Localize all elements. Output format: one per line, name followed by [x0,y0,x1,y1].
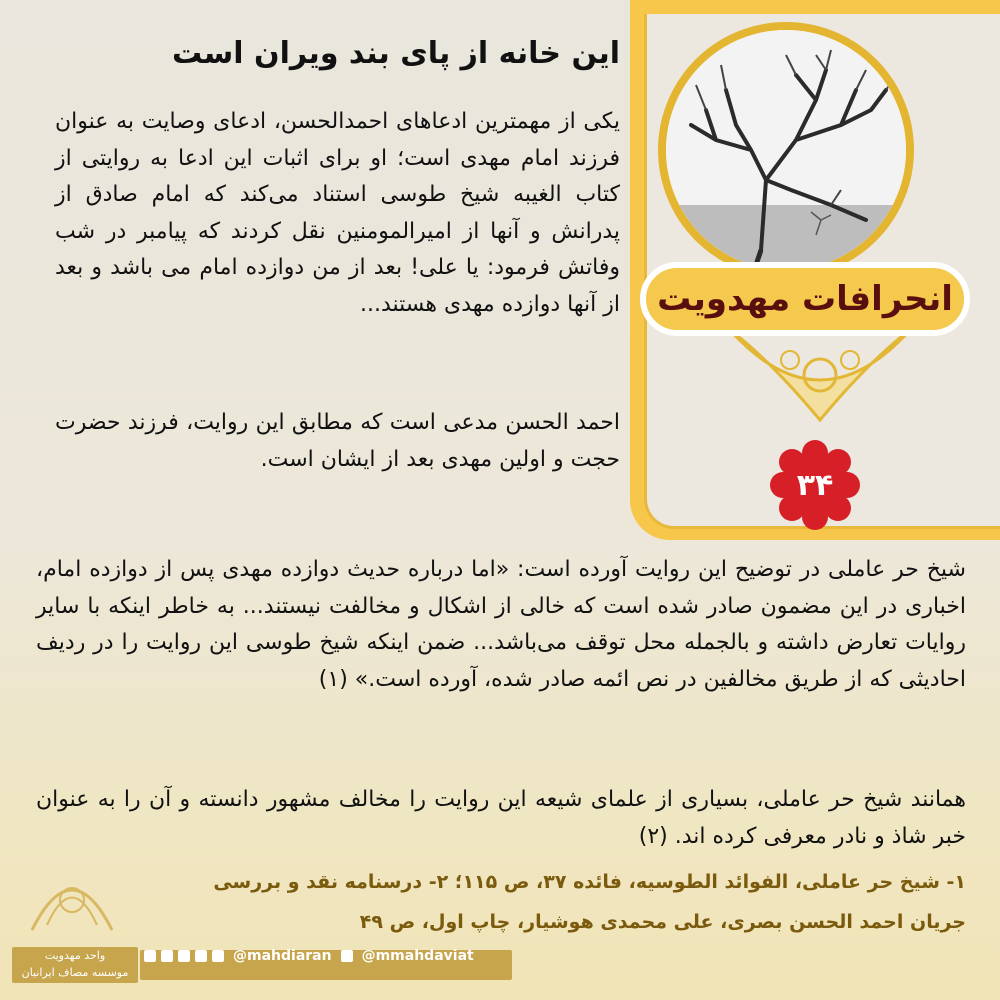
brand-line-2: موسسه مصاف ایرانیان [21,966,129,979]
instagram-icon[interactable] [341,950,353,962]
brand-logo-icon [12,860,132,940]
eitaa-icon[interactable] [161,950,173,962]
brand-box [12,947,138,983]
gap-icon[interactable] [212,950,224,962]
brand-line-1: واحد مهدویت [44,949,106,962]
episode-number: ۳۴ [796,467,834,503]
social-handle-2[interactable]: @mmahdaviat [361,948,474,964]
paragraph-4: همانند شیخ حر عاملی، بسیاری از علمای شیعه این روایت را مخالف مشهور دانسته و آن را به عنوان خبر شاذ و نادر معرفی کرده اند. (۲) [36,787,966,849]
series-banner: انحرافات مهدویت [640,262,970,336]
page-title: این خانه از پای بند ویران است [172,36,620,71]
tree-photo [658,22,914,278]
ornament-decoration [720,320,920,430]
bale-icon[interactable] [178,950,190,962]
soroush-icon[interactable] [195,950,207,962]
social-handle-1[interactable]: @mahdiaran [233,948,332,964]
telegram-icon[interactable] [144,950,156,962]
tree-illustration [666,30,906,270]
paragraph-2: احمد الحسن مدعی است که مطابق این روایت، فرزند حضرت حجت و اولین مهدی بعد از ایشان است. [55,410,620,472]
social-links [144,948,478,964]
paragraph-1: یکی از مهمترین ادعاهای احمدالحسن، ادعای وصایت به عنوان فرزند امام مهدی است؛ او برای اثبات این ادعا به روایتی از کتاب الغیبه شیخ طوسی استناد می‌کند که امام صادق از پدرانش و آنها از امیرالمومنین نقل کردند که پیامبر در شب وفاتش فرمود: یا علی! بعد از من دوازده امام می باشد و بعد از آنها دوازده مهدی هستند... [55,109,620,317]
paragraph-3: شیخ حر عاملی در توضیح این روایت آورده است: «اما درباره حدیث دوازده مهدی پس از دوازده امام، اخباری در این مضمون صادر شده است که خالی از اشکال و مخالفت نیستند... به خاطر اینکه با سایر روایات تعارض داشته و بالجمله محل توقف می‌باشد... ضمن اینکه شیخ طوسی این روایت را در ردیف احادیثی که از طریق مخالفین در نص ائمه صادر شده، آورده است.» (۱) [36,557,966,692]
references: ۱- شیخ حر عاملی، الفوائد الطوسیه، فائده ۳۷، ص ۱۱۵؛ ۲- درسنامه نقد و بررسی جریان احمد الحسن بصری، علی محمدی هوشیار، چاپ اول، ص ۴۹ [213,871,966,933]
